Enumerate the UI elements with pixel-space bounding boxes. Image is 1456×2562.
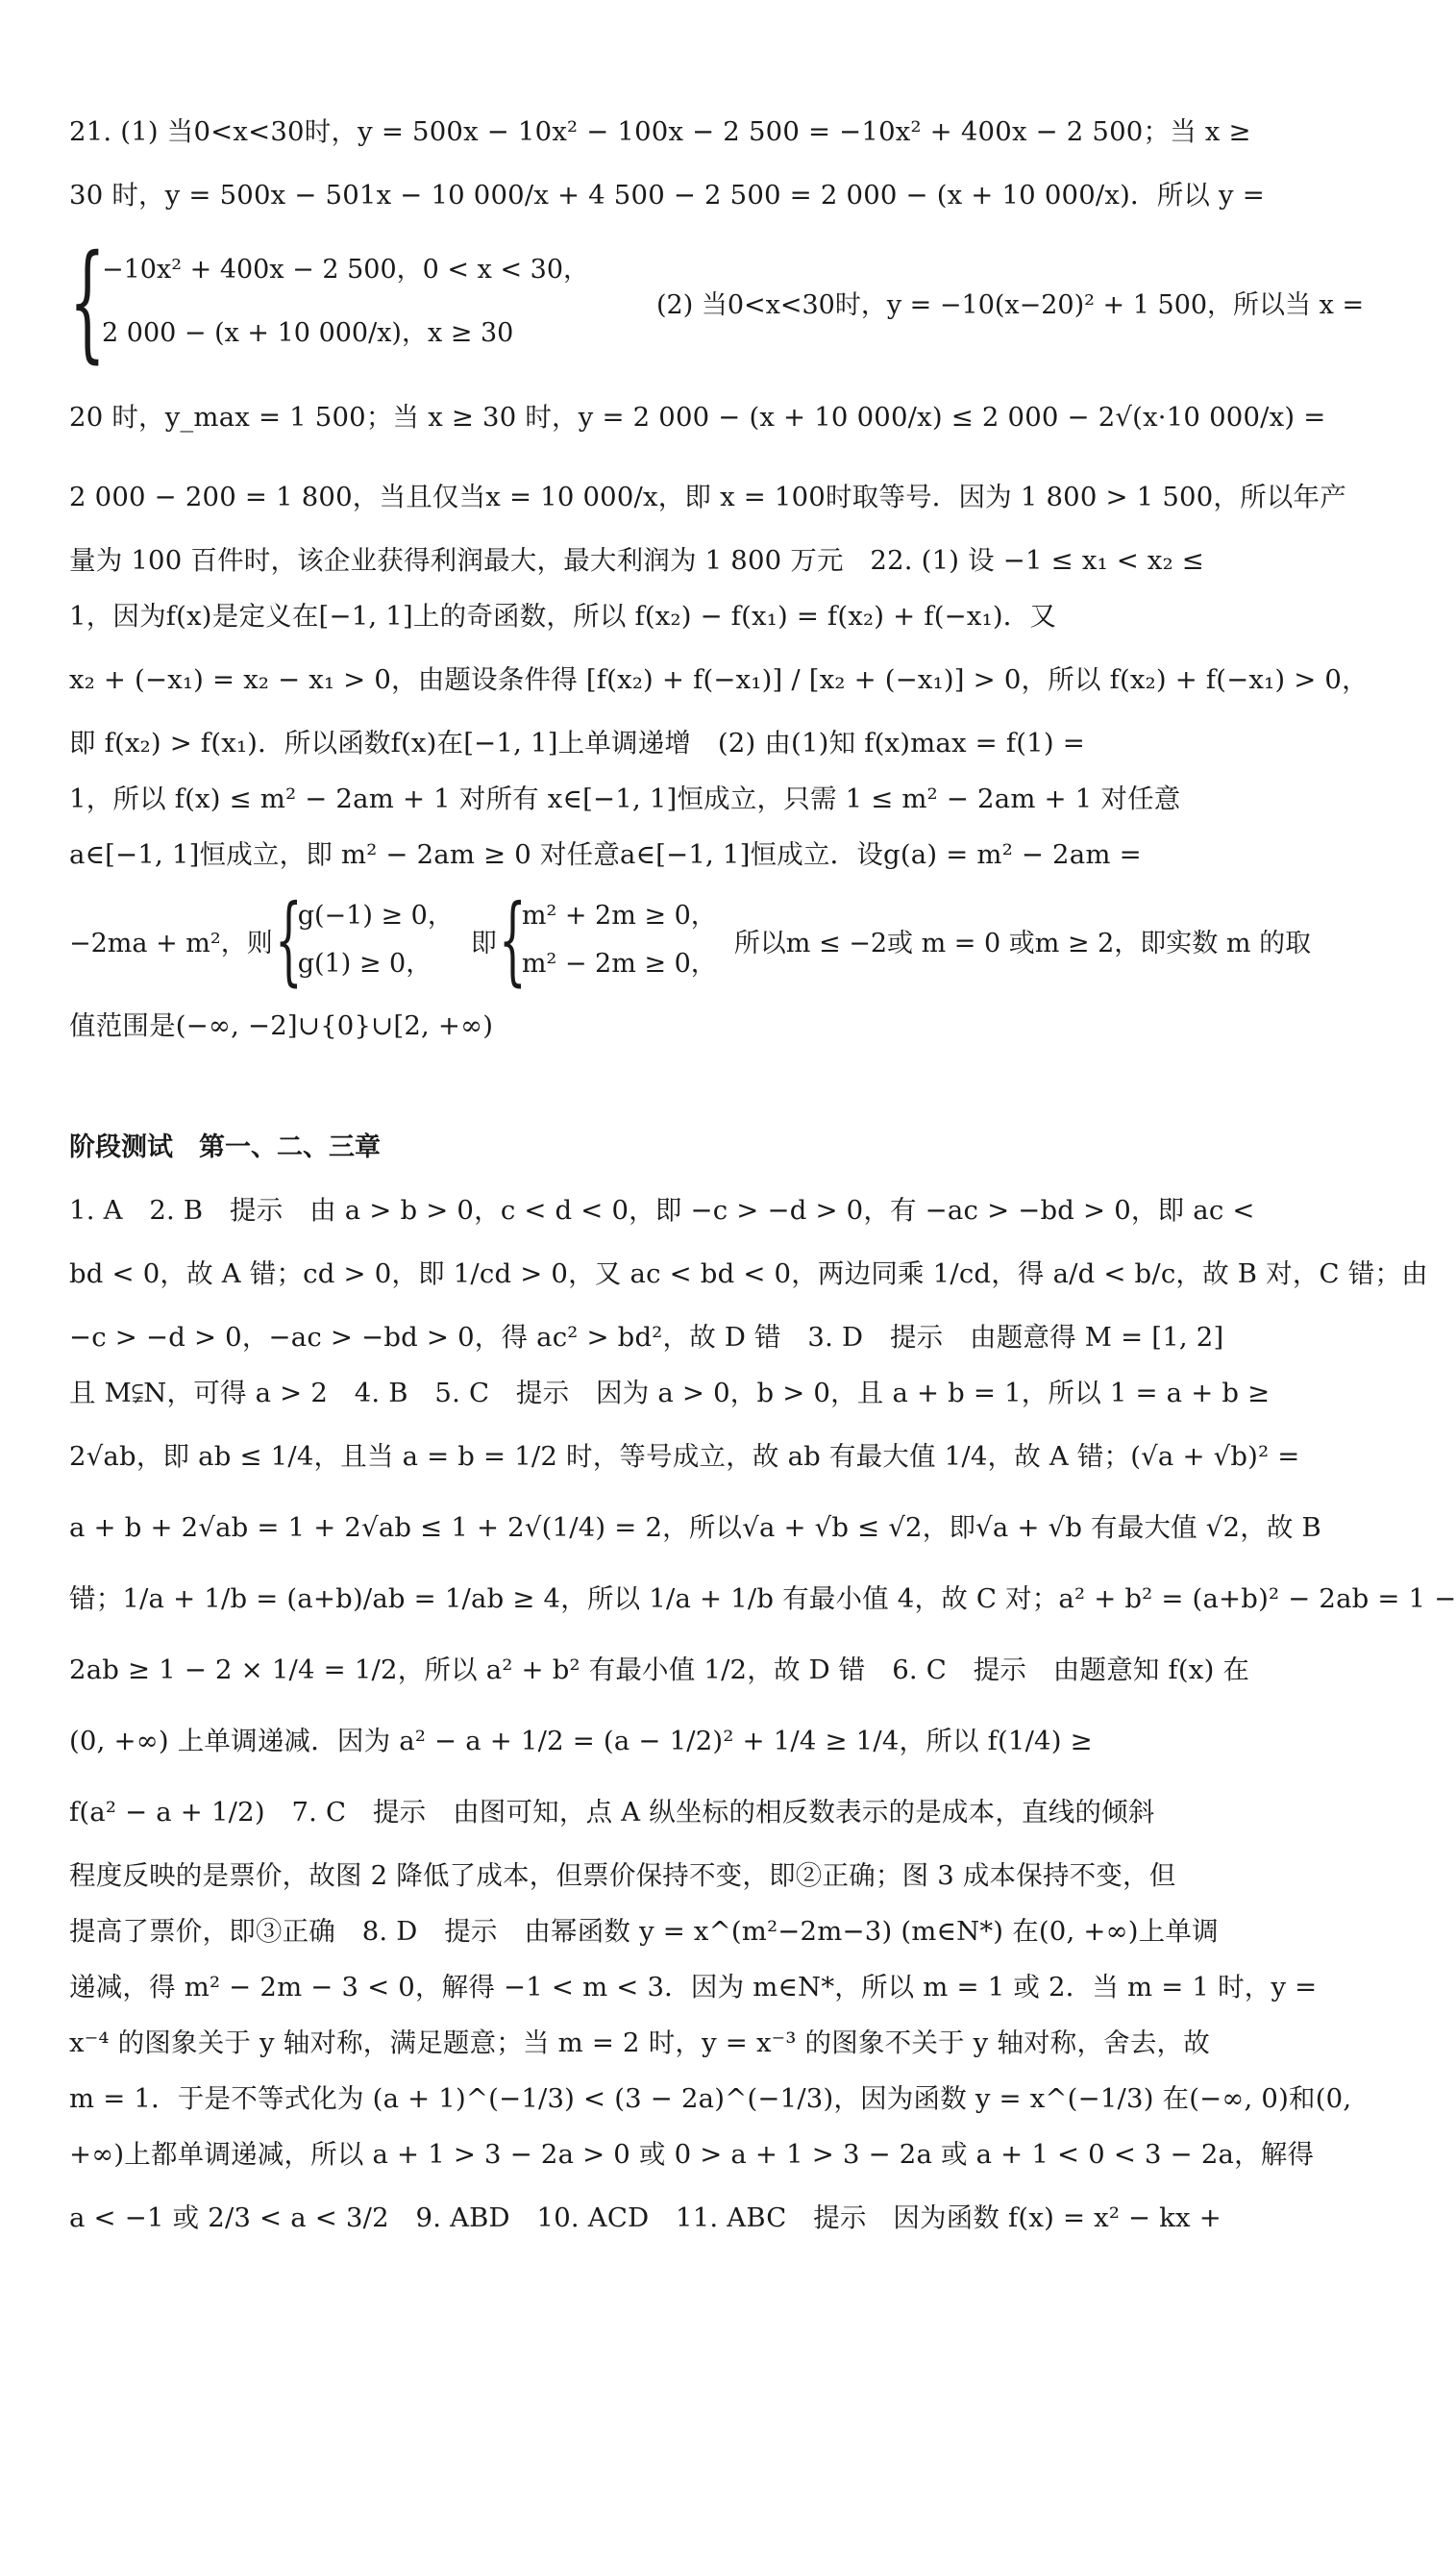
text-line: +∞)上都单调递减，所以 a + 1 > 3 − 2a > 0 或 0 > a + 1 > 3 − 2a 或 a + 1 < 0 < 3 − 2a，解得 (69, 2139, 1315, 2170)
text-line: x⁻⁴ 的图象关于 y 轴对称，满足题意；当 m = 2 时，y = x⁻³ 的图象不关于 y 轴对称，舍去，故 (69, 2027, 1210, 2058)
condition-system-block (69, 883, 1312, 998)
text-line: 错；1/a + 1/b = (a+b)/ab = 1/ab ≥ 4，所以 1/a + 1/b 有最小值 4，故 C 对；a² + b² = (a+b)² − 2ab = 1 − (69, 1583, 1456, 1614)
text-fragment: (2) 当0<x<30时，y = −10(x−20)² + 1 500，所以当 x = (656, 289, 1365, 320)
text-line: 量为 100 百件时，该企业获得利润最大，最大利润为 1 800 万元 22. (1) 设 −1 ≤ x₁ < x₂ ≤ (69, 545, 1205, 576)
text-line: 即 f(x₂) > f(x₁)．所以函数f(x)在[−1, 1]上单调递增 (2) 由(1)知 f(x)max = f(1) = (69, 728, 1085, 759)
section-gap (69, 1054, 1136, 1113)
condition-row: m² − 2m ≥ 0， (521, 949, 717, 979)
text-line: bd < 0，故 A 错；cd > 0，即 1/cd > 0，又 ac < bd < 0，两边同乘 1/cd，得 a/d < b/c，故 B 对，C 错；由 (69, 1258, 1428, 1289)
text-line: 程度反映的是票价，故图 2 降低了成本，但票价保持不变，即②正确；图 3 成本保持不变，但 (69, 1860, 1176, 1891)
text-line: 1，因为f(x)是定义在[−1, 1]上的奇函数，所以 f(x₂) − f(x₁) = f(x₂) + f(−x₁)．又 (69, 601, 1057, 632)
section-heading: 阶段测试 第一、二、三章 (69, 1132, 381, 1162)
text-line: 1. A 2. B 提示 由 a > b > 0，c < d < 0，即 −c > −d > 0，有 −ac > −bd > 0，即 ac < (69, 1195, 1255, 1226)
text-line: m = 1．于是不等式化为 (a + 1)^(−1/3) < (3 − 2a)^(−1/3)，因为函数 y = x^(−1/3) 在(−∞, 0)和(0, (69, 2083, 1352, 2114)
text-line: 21. (1) 当0<x<30时，y = 500x − 10x² − 100x − 2 500 = −10x² + 400x − 2 500；当 x ≥ (69, 116, 1251, 147)
text-line: x₂ + (−x₁) = x₂ − x₁ > 0，由题设条件得 [f(x₂) + f(−x₁)] / [x₂ + (−x₁)] > 0，所以 f(x₂) + f(−x₁) > 0， (69, 664, 1369, 695)
text-line: 30 时，y = 500x − 501x − 10 000/x + 4 500 − 2 500 = 2 000 − (x + 10 000/x)．所以 y = (69, 180, 1265, 211)
text-line: 递减，得 m² − 2m − 3 < 0，解得 −1 < m < 3．因为 m∈N*，所以 m = 1 或 2．当 m = 1 时，y = (69, 1972, 1318, 2002)
text-line: 2ab ≥ 1 − 2 × 1/4 = 1/2，所以 a² + b² 有最小值 1/2，故 D 错 6. C 提示 由题意知 f(x) 在 (69, 1654, 1250, 1685)
left-brace: { (69, 228, 106, 376)
document-page (69, 104, 1456, 2253)
text-line: 值范围是(−∞, −2]∪{0}∪[2, +∞) (69, 1010, 494, 1041)
piecewise-rows (102, 238, 589, 365)
text-line: 2√ab，即 ab ≤ 1/4，且当 a = b = 1/2 时，等号成立，故 ab 有最大值 1/4，故 A 错；(√a + √b)² = (69, 1441, 1300, 1472)
left-brace: { (274, 883, 303, 996)
condition-row: g(−1) ≥ 0， (297, 901, 454, 931)
piecewise-row: 2 000 − (x + 10 000/x)，x ≥ 30 (102, 318, 514, 348)
text-line: −c > −d > 0，−ac > −bd > 0，得 ac² > bd²，故 D 错 3. D 提示 由题意得 M = [1, 2] (69, 1322, 1224, 1353)
left-brace: { (498, 883, 527, 996)
condition-rows (522, 892, 717, 988)
text-line: 2 000 − 200 = 1 800，当且仅当x = 10 000/x，即 x = 100时取等号．因为 1 800 > 1 500，所以年产 (69, 482, 1346, 512)
text-line: a∈[−1, 1]恒成立，即 m² − 2am ≥ 0 对任意a∈[−1, 1]恒成立．设g(a) = m² − 2am = (69, 839, 1142, 870)
condition-row: m² + 2m ≥ 0， (521, 901, 717, 931)
piecewise-row: −10x² + 400x − 2 500，0 < x < 30， (102, 255, 590, 285)
text-line: 提高了票价，即③正确 8. D 提示 由幂函数 y = x^(m²−2m−3) (m∈N*) 在(0, +∞)上单调 (69, 1916, 1219, 1947)
text-line: 1，所以 f(x) ≤ m² − 2am + 1 对所有 x∈[−1, 1]恒成立，只需 1 ≤ m² − 2am + 1 对任意 (69, 784, 1181, 814)
text-line: (0, +∞) 上单调递减．因为 a² − a + 1/2 = (a − 1/2)² + 1/4 ≥ 1/4，所以 f(1/4) ≥ (69, 1726, 1093, 1756)
condition-row: g(1) ≥ 0， (297, 949, 432, 979)
piecewise-function-block (69, 228, 1365, 376)
text-line: 且 M⫋N，可得 a > 2 4. B 5. C 提示 因为 a > 0，b > 0，且 a + b = 1，所以 1 = a + b ≥ (69, 1378, 1271, 1408)
text-line: f(a² − a + 1/2) 7. C 提示 由图可知，点 A 纵坐标的相反数表示的是成本，直线的倾斜 (69, 1797, 1155, 1828)
text-fragment: 所以m ≤ −2或 m = 0 或m ≥ 2，即实数 m 的取 (733, 928, 1312, 958)
text-fragment: −2ma + m²，则 (69, 928, 273, 958)
text-line: 20 时，y_max = 1 500；当 x ≥ 30 时，y = 2 000 − (x + 10 000/x) ≤ 2 000 − 2√(x·10 000/x) = (69, 402, 1326, 433)
text-fragment: 即 (470, 928, 497, 958)
text-line: a + b + 2√ab = 1 + 2√ab ≤ 1 + 2√(1/4) = 2，所以√a + √b ≤ √2，即√a + √b 有最大值 √2，故 B (69, 1512, 1321, 1543)
text-line: a < −1 或 2/3 < a < 3/2 9. ABD 10. ACD 11. ABC 提示 因为函数 f(x) = x² − kx + (69, 2202, 1222, 2233)
condition-rows (298, 892, 454, 988)
